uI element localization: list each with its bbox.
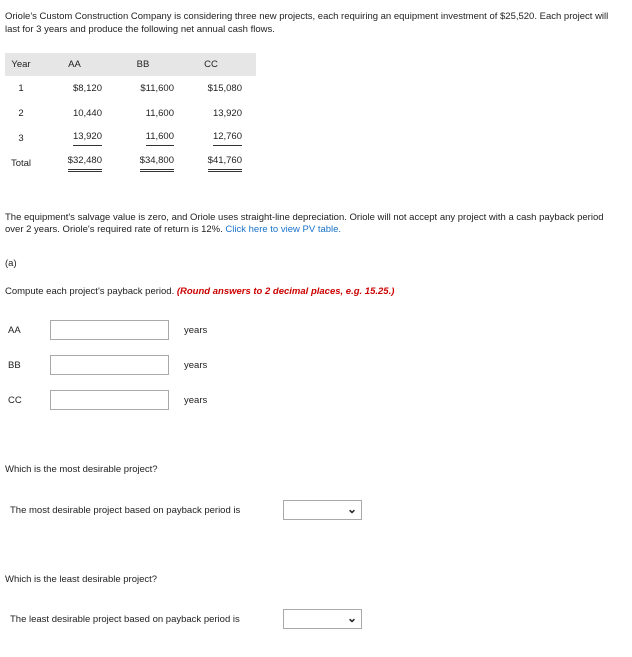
table-row bbox=[5, 101, 256, 126]
instructions bbox=[5, 286, 394, 297]
answer-label: BB bbox=[8, 360, 21, 371]
cell-value: 12,760 bbox=[213, 131, 242, 146]
question-least: Which is the least desirable project? bbox=[5, 574, 158, 585]
payback-input-aa[interactable] bbox=[50, 320, 169, 340]
answer-unit: years bbox=[184, 325, 208, 336]
assumptions-paragraph bbox=[5, 212, 605, 236]
cell-aa: 10,440 bbox=[72, 108, 102, 119]
rounding-hint: (Round answers to 2 decimal places, e.g. 15.25.) bbox=[176, 286, 395, 297]
problem-intro: Oriole's Custom Construction Company is considering three new projects, each requiring an equipment investment of $25,520. Each project will last for 3 years and produce the following net annual cash flows. bbox=[5, 11, 609, 35]
cell-bb: $11,600 bbox=[140, 83, 174, 94]
compute-text: Compute each project's payback period. bbox=[5, 286, 175, 297]
cell-cc-total bbox=[180, 151, 256, 176]
least-desirable-select[interactable] bbox=[283, 609, 362, 629]
most-desirable-select[interactable] bbox=[283, 500, 362, 520]
question-most: Which is the most desirable project? bbox=[5, 464, 158, 475]
answer-label: AA bbox=[8, 325, 21, 336]
total-value: $34,800 bbox=[140, 155, 174, 172]
total-value: $32,480 bbox=[68, 155, 102, 172]
chevron-down-icon: ⌄ bbox=[346, 611, 357, 625]
payback-input-cc[interactable] bbox=[50, 390, 169, 410]
part-label: (a) bbox=[5, 258, 17, 269]
header-aa: AA bbox=[37, 53, 112, 76]
least-desirable-label: The least desirable project based on payback period is bbox=[10, 614, 240, 625]
cell-bb bbox=[112, 126, 180, 151]
header-year: Year bbox=[5, 53, 37, 76]
header-bb: BB bbox=[112, 53, 180, 76]
header-cc: CC bbox=[180, 53, 256, 76]
table-total-row bbox=[5, 151, 256, 176]
cell-year: 2 bbox=[18, 108, 24, 119]
answer-unit: years bbox=[184, 395, 208, 406]
cell-year: 1 bbox=[18, 83, 24, 94]
table-header-row bbox=[5, 53, 256, 76]
total-value: $41,760 bbox=[208, 155, 242, 172]
cell-aa bbox=[37, 126, 112, 151]
cell-aa: $8,120 bbox=[72, 83, 102, 94]
most-desirable-label: The most desirable project based on payback period is bbox=[10, 505, 241, 516]
cell-total-label: Total bbox=[10, 158, 32, 169]
chevron-down-icon: ⌄ bbox=[346, 502, 357, 516]
cell-year: 3 bbox=[18, 133, 24, 144]
cell-value: 11,600 bbox=[146, 131, 174, 146]
cell-aa-total bbox=[37, 151, 112, 176]
cell-cc: $15,080 bbox=[207, 83, 242, 94]
cell-bb: 11,600 bbox=[145, 108, 174, 119]
payback-input-bb[interactable] bbox=[50, 355, 169, 375]
table-row bbox=[5, 126, 256, 151]
cell-cc bbox=[180, 126, 256, 151]
table-row bbox=[5, 76, 256, 101]
pv-table-link[interactable]: Click here to view PV table. bbox=[225, 224, 342, 235]
cell-bb-total bbox=[112, 151, 180, 176]
cell-value: 13,920 bbox=[73, 131, 102, 146]
cell-cc: 13,920 bbox=[212, 108, 242, 119]
cash-flow-table bbox=[5, 53, 256, 176]
answer-unit: years bbox=[184, 360, 208, 371]
assumptions-text: The equipment's salvage value is zero, and Oriole uses straight-line depreciation. Oriole will not accept any project with a cash payback period over 2 years. Oriole's required rate of return is 12%. bbox=[5, 212, 604, 235]
answer-label: CC bbox=[8, 395, 22, 406]
